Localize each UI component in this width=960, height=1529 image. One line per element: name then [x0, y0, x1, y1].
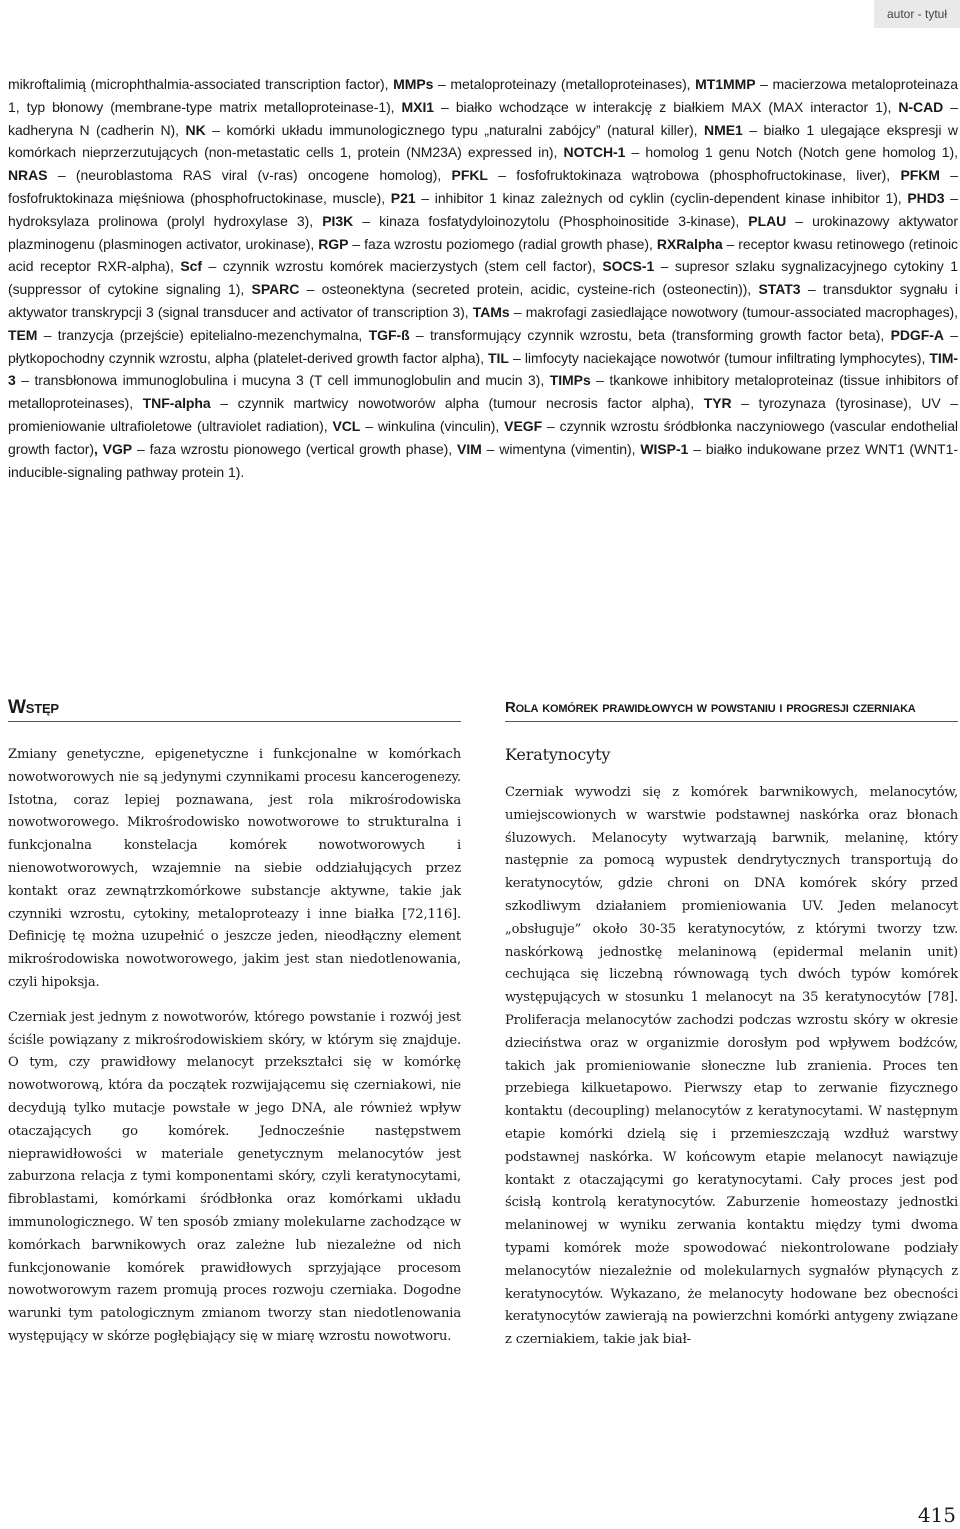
abbreviation-term: RXRalpha [656, 235, 723, 252]
abbreviation-definition: – (neuroblastoma RAS viral (v-ras) oncogene homolog), [47, 167, 452, 184]
abbreviation-definition: – białko 1 ulegające ekspresji w komórkach nieprzerzutujących (non-metastatic cells 1, protein (NM23A) expressed in), [8, 121, 958, 161]
abbreviation-definition: – winkulina (vinculin), [360, 417, 505, 434]
section-heading-normal-cells: Rola komórek prawidłowych w powstaniu i progresji czerniaka [505, 695, 958, 722]
right-column [505, 695, 958, 1364]
abbreviation-definition: – homolog 1 genu Notch (Notch gene homolog 1), [625, 144, 958, 161]
abbreviation-definition: – inhibitor 1 kinaz zależnych od cyklin (cyclin-dependent kinase inhibitor 1), [415, 189, 908, 206]
section-heading-intro: Wstęp [8, 695, 461, 722]
body-paragraph: Czerniak wywodzi się z komórek barwnikowych, melanocytów, umiejscowionych w warstwie podstawnej naskórka oraz błonach śluzowych. Melanocyty wytwarzają barwnik, melaninę, który następnie za pomocą wypustek dendrytycznych transportują do keratynocytów, gdzie chroni on DNA komórek skóry przed szkodliwym działaniem promieniowania UV. Jeden melanocyt „obsługuje” około 30-35 keratynocytów, z którymi tworzy tzw. naskórkową jednostkę melaninową (epidermal melanin unit) cechująca się liczebną równowagą tych dwóch typów komórek występujących w stosunku 1 melanocyt na 35 keratynocytów [78]. Proliferacja melanocytów zachodzi podczas wzrostu skóry w okresie dzieciństwa oraz w organizmie dorosłym pod wpływem bodźców, takich jak promieniowanie słoneczne lub zranienia. Proces ten przebiega kilkuetapowo. Pierwszy etap to zerwanie fizycznego kontaktu (decoupling) melanocytów z keratynocytami. W następnym etapie komórki dzielą się i przemieszczają wzdłuż warstwy podstawnej naskórka. W końcowym etapie melanocyt nawiązuje kontakt z otaczającymi go keratynocytami. Cały proces jest pod ścisłą kontrolą keratynocytów. Zaburzenie homeostazy jednostki melaninowej w wyniku zerwania kontaktu między tymi dwoma typami komórek może spowodować niekontrolowane podziały melanocytów niezależnie od molekularnych sygnałów płynących z keratynocytów. Wykazano, że melanocyty hodowane bez obecności keratynocytów zawierają na powierzchni komórki antygeny związane z czerniakiem, takie jak biał- [505, 785, 958, 1348]
subheading-keratinocytes: Keratynocyty [505, 745, 611, 764]
abbreviation-term: P21 [390, 189, 416, 206]
abbreviation-definition: – białko indukowane przez WNT1 (WNT1-inducible-signaling pathway protein 1). [8, 440, 959, 480]
abbreviation-term: VEGF [504, 417, 543, 434]
abbreviation-definition: – czynnik wzrostu komórek macierzystych (stem cell factor), [202, 258, 603, 275]
abbreviation-definition: – hydroksylaza prolinowa (prolyl hydroxylase 3), [8, 189, 959, 229]
abbreviation-definition: – białko wchodzące w interakcję z białkiem MAX (MAX interactor 1), [434, 98, 899, 115]
abbreviation-term: PFKM [900, 167, 940, 184]
body-paragraph: Zmiany genetyczne, epigenetyczne i funkcjonalne w komórkach nowotworowych nie są jedynymi czynnikami procesu kancerogenezy. Istotna, coraz lepiej poznawana, jest rola mikrośrodowiska nowotworowego. Mikrośrodowisko nowotworowe to strukturalna i funkcjonalna konstelacja komórek nowotworowych i nienowotworowych, wzajemnie na siebie oddziałujących przez kontakt oraz zewnątrzkomórkowe substancje aktywne, takie jak czynniki wzrostu, cytokiny, metaloproteazy i inne białka [72,116]. Definicję tę można uzupełnić o jeszcze jeden, nieodłączny element mikrośrodowiska nowotworowego, jakim jest stan niedotlenowania, czyli hipoksja. [8, 747, 461, 990]
abbreviation-definition: – kadheryna N (cadherin N), [8, 98, 958, 138]
abbreviation-definition: – kinaza fosfatydyloinozytolu (Phosphoinositide 3-kinase), [353, 212, 749, 229]
abbreviation-definition: – faza wzrostu pionowego (vertical growth phase), [132, 440, 458, 457]
abbreviation-definition: – transformujący czynnik wzrostu, beta (transforming growth factor beta), [409, 326, 891, 343]
abbreviation-term: MT1MMP [695, 76, 756, 92]
abbreviation-definition: – metaloproteinazy (metalloproteinases), [433, 76, 696, 92]
left-column [8, 695, 461, 1361]
abbreviation-term: PI3K [322, 212, 354, 229]
abbreviation-definition: – urokinazowy aktywator plazminogenu (plasminogen activator, urokinase), [8, 212, 958, 252]
abbreviation-term: NK [185, 121, 206, 138]
abbreviation-term: N-CAD [898, 98, 944, 115]
abbreviation-term: MXI1 [401, 98, 435, 115]
abbreviation-term: MMPs [393, 76, 434, 92]
abbreviation-term: , VGP [93, 440, 133, 457]
page-number: 415 [917, 1503, 956, 1527]
abbreviation-term: TEM [8, 326, 38, 343]
abbreviation-definition: – fosfofruktokinaza wątrobowa (phosphofructokinase, liver), [487, 167, 901, 184]
abbreviation-definition: – tkankowe inhibitory metaloproteinaz (tissue inhibitors of metalloproteinases), [8, 372, 958, 412]
abbreviation-term: TAMs [472, 303, 510, 320]
abbreviation-term: PHD3 [907, 189, 945, 206]
abbreviations-paragraph [8, 73, 958, 483]
abbreviation-term: TIL [488, 349, 509, 366]
abbreviation-term: STAT3 [758, 281, 801, 298]
abbreviation-definition: – czynnik wzrostu śródbłonka naczyniowego (vascular endothelial growth factor) [8, 417, 958, 457]
abbreviation-term: PFKL [451, 167, 488, 184]
abbreviation-definition: – receptor kwasu retinowego (retinoic acid receptor RXR-alpha), [8, 235, 958, 275]
abbreviation-term: SPARC [251, 281, 300, 298]
abbreviation-definition: – tyrozynaza (tyrosinase), UV – promieniowanie ultrafioletowe (ultraviolet radiation), [8, 395, 958, 434]
abbreviation-definition: mikroftalimią (microphthalmia-associated transcription factor), [8, 76, 394, 92]
abbreviation-term: PLAU [748, 212, 787, 229]
abbreviation-definition: – płytkopochodny czynnik wzrostu, alpha (platelet-derived growth factor alpha), [8, 326, 959, 366]
abbreviation-term: TIMPs [549, 372, 591, 389]
abbreviation-term: WISP-1 [640, 440, 689, 457]
abbreviation-definition: – supresor szlaku sygnalizacyjnego cytokiny 1 (suppressor of cytokine signaling 1), [8, 258, 958, 298]
abbreviation-definition: – fosfofruktokinaza mięśniowa (phosphofructokinase, muscle), [8, 167, 958, 206]
abbreviation-term: Scf [180, 258, 202, 275]
abbreviation-term: NME1 [704, 121, 743, 138]
running-header-tag: autor - tytuł [874, 0, 960, 28]
body-paragraph: Czerniak jest jednym z nowotworów, którego powstanie i rozwój jest ściśle powiązany z mikrośrodowiskiem skóry, w którym się znajduje. O tym, czy prawidłowy melanocyt przekształci się w komórkę nowotworową, która da początek rozwijającemu się czerniakowi, nie decydują tylko mutacje powstałe w jego DNA, ale również wpływ otaczających go komórek. Jednocześnie następstwem nieprawidłowości w materiale genetycznym melanocytów jest zaburzona relacja z tymi komponentami skóry, czyli keratynocytami, fibroblastami, komórkami śródbłonka oraz komórkami układu immunologicznego. W ten sposób zmiany molekularne zachodzące w komórkach barwnikowych oraz zależne lub niezależne od nich funkcjonowanie komórek prawidłowych sprzyjające procesom nowotworowym razem promują proces rozwoju czerniaka. Dogodne warunki tym patologicznym zmianom tworzy stan niedotlenowania występujący w skórze pogłębiający się w miarę wzrostu nowotworu. [8, 1009, 461, 1344]
abbreviation-term: TGF-ß [368, 326, 410, 343]
abbreviation-term: RGP [318, 235, 349, 252]
abbreviation-definition: – wimentyna (vimentin), [481, 440, 641, 457]
abbreviation-term: NRAS [8, 167, 48, 184]
abbreviation-term: TNF-alpha [142, 395, 211, 412]
abbreviation-definition: – tranzycja (przejście) epitelialno-mezenchymalna, [37, 326, 369, 343]
abbreviation-definition: – komórki układu immunologicznego typu „naturalni zabójcy” (natural killer), [205, 121, 705, 138]
abbreviation-definition: – makrofagi zasiedlające nowotwory (tumour-associated macrophages), [509, 303, 958, 320]
abbreviation-definition: – osteonektyna (secreted protein, acidic, cysteine-rich (osteonectin)), [299, 281, 759, 298]
abbreviation-term: TIM-3 [8, 349, 958, 389]
abbreviation-term: SOCS-1 [602, 258, 655, 275]
abbreviation-definition: – czynnik martwicy nowotworów alpha (tumour necrosis factor alpha), [210, 395, 704, 412]
abbreviation-term: TYR [703, 395, 732, 412]
abbreviation-definition: – transbłonowa immunoglobulina i mucyna 3 (T cell immunoglobulin and mucin 3), [15, 372, 550, 389]
abbreviation-term: PDGF-A [890, 326, 944, 343]
abbreviation-term: VIM [457, 440, 482, 457]
abbreviation-definition: – limfocyty naciekające nowotwór (tumour infiltrating lymphocytes), [508, 349, 930, 366]
abbreviation-definition: – faza wzrostu poziomego (radial growth phase), [348, 235, 657, 252]
abbreviation-definition: – transduktor sygnału i aktywator transkrypcji 3 (signal transducer and activator of transcription 3), [8, 281, 958, 320]
abbreviation-term: NOTCH-1 [563, 144, 626, 161]
abbreviation-term: VCL [332, 417, 361, 434]
abbreviation-definition: – macierzowa metaloproteinaza 1, typ błonowy (membrane-type matrix metalloproteinase-1), [8, 76, 958, 115]
